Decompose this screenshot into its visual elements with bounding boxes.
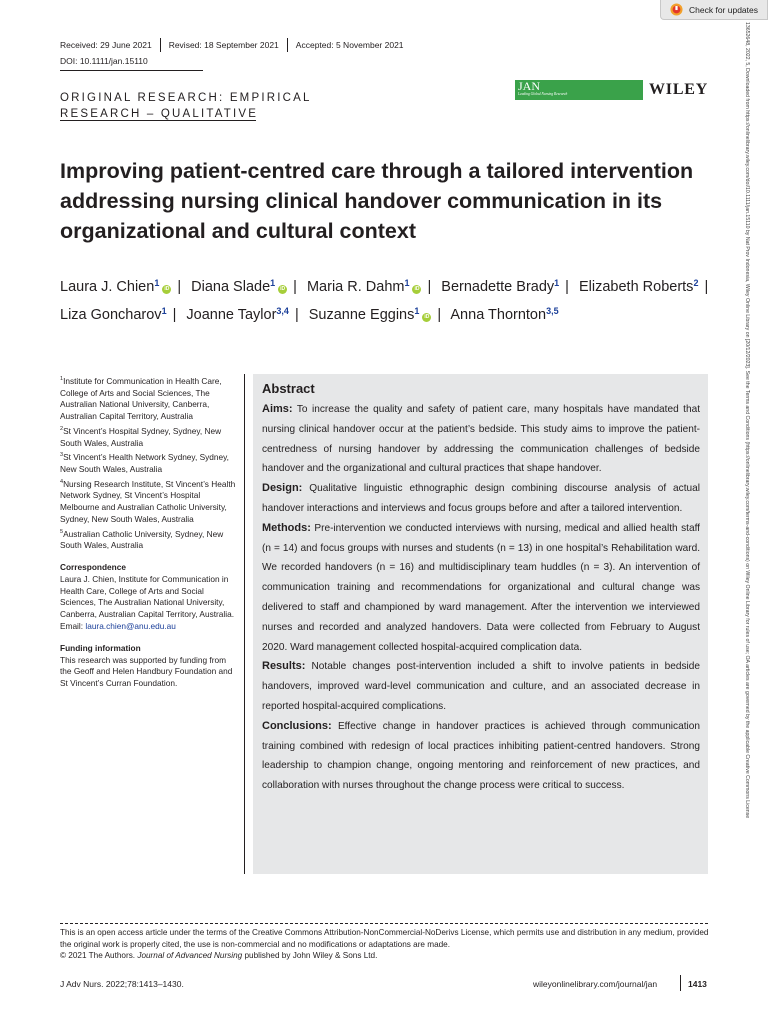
column-divider [244, 374, 245, 874]
abstract-section [262, 400, 700, 479]
revised-date: Revised: 18 September 2021 [168, 40, 279, 50]
jan-logo-subtitle: Leading Global Nursing Research [518, 92, 568, 96]
history-rule [60, 70, 203, 71]
affiliation-number: 5 [60, 528, 64, 535]
affiliation-text: St Vincent’s Health Network Sydney, Sydney, New South Wales, Australia [60, 452, 229, 474]
page-number: 1413 [688, 979, 707, 989]
author-name: Suzanne Eggins [308, 306, 415, 323]
jan-logo [515, 80, 643, 100]
author-separator: | [172, 306, 177, 323]
affiliation-number: 4 [60, 478, 64, 485]
section-label-line2: RESEARCH – QUALITATIVE [60, 108, 259, 120]
check-for-updates-button[interactable] [660, 0, 768, 20]
author-separator: | [294, 306, 299, 323]
author-affiliation-marker[interactable]: 1 [404, 278, 410, 288]
author[interactable] [441, 279, 559, 295]
affiliation-number: 1 [60, 376, 64, 382]
history-divider [160, 38, 161, 52]
history-divider [287, 38, 288, 52]
author-name: Laura J. Chien [60, 279, 155, 295]
correspondence-text: Laura J. Chien, Institute for Communication in Health Care, College of Arts and Social Sciences, The Australian National University, Canberra, Australian Capital Territory, Australia. [60, 573, 235, 620]
affiliation [60, 527, 236, 552]
affiliation [60, 477, 236, 526]
abstract-section-text: To increase the quality and safety of patient care, many hospitals have mandated that nursing clinical handover occur at the patient’s bedside. This study aims to improve the patient-centredness of nursing handover by addressing the communication challenges of bedside handover and the organizational and cultural practices that shape handover. [262, 404, 700, 475]
license-text: This is an open access article under the terms of the Creative Commons Attribution-NonCommercial-NoDerivs License, which permits use and distribution in any medium, provided the original work is properly cited, the use is non-commercial and no modifications or adaptations are made. [60, 928, 709, 949]
affiliation-number: 2 [60, 425, 64, 432]
copyright-pre: © 2021 The Authors. [60, 951, 138, 961]
section-label-line1: ORIGINAL RESEARCH: EMPIRICAL [60, 92, 312, 104]
abstract-section-label: Aims: [262, 403, 293, 415]
author-separator: | [565, 279, 569, 295]
section-rule [60, 120, 256, 121]
affiliation-text: Nursing Research Institute, St Vincent’s Health Network Sydney, St Vincent’s Hospital Melbourne and Australian Catholic University, Sydney, New South Wales, Australia [60, 478, 236, 524]
abstract-body [262, 400, 700, 796]
abstract-section-label: Methods: [262, 521, 311, 534]
wiley-logo: WILEY [649, 81, 709, 98]
abstract-section-text: Qualitative linguistic ethnographic design combining discourse analysis of actual handover interactions and interviews and focus groups before and after a tailored intervention. [262, 483, 700, 514]
section-label [60, 90, 312, 122]
abstract-section-text: Notable changes post-intervention included a shift to involve patients in bedside handovers, improved ward-level communication and culture, and an associated decrease in reported hospital-acquired complications. [262, 661, 700, 712]
license-notice [60, 927, 710, 962]
author-affiliation-marker[interactable]: 1 [414, 305, 420, 316]
author-affiliation-marker[interactable]: 1 [154, 278, 160, 288]
abstract-heading: Abstract [262, 381, 315, 396]
journal-citation: J Adv Nurs. 2022;78:1413–1430. [60, 979, 184, 989]
affiliation-list [60, 374, 236, 552]
author-name: Anna Thornton [450, 306, 547, 323]
download-notice-strip: 13652648, 2022, 5, Downloaded from https://onlinelibrary.wiley.com/doi/10.1111/jan.15110 by Nat Prov Indonesia, Wiley Online Library on [20/12/2023]. See the Terms and Conditions (https://onlinelibrary.wiley.com/terms-and-conditions) on Wiley Online Library for rules of use; OA articles are governed by the applicable Creative Commons License [744, 22, 750, 819]
author-separator: | [293, 279, 297, 295]
email-link[interactable]: laura.chien@anu.edu.au [85, 620, 176, 631]
author-name: Elizabeth Roberts [578, 279, 694, 295]
author-name: Maria R. Dahm [306, 279, 405, 295]
author-name: Liza Goncharov [60, 306, 162, 323]
page-divider [680, 975, 681, 991]
abstract-section-text: Effective change in handover practices is achieved through communication training combined with redesign of local practices inhibiting patient-centred handovers. Strong leadership to champion change, ongoing mentoring and reinforcement of new practices, and collaboration with nurses throughout the change process were critical to success. [262, 720, 700, 792]
orcid-icon[interactable]: iD [424, 313, 430, 320]
affiliation [60, 424, 236, 449]
accepted-date: Accepted: 5 November 2021 [295, 40, 404, 50]
affiliation [60, 374, 236, 423]
funding-text: This research was supported by funding from the Geoff and Helen Handbury Foundation and St Vincent’s Curran Foundation. [60, 654, 233, 689]
author[interactable] [307, 279, 422, 295]
author-name: Bernadette Brady [441, 279, 555, 295]
abstract-section-text: Pre-intervention we conducted interviews with nursing, medical and allied health staff (n = 14) and focus groups with nurses and students (n = 13) in one hospital’s Rehabilitation ward. We recorded handovers (n = 16) and multidisciplinary team huddles (n = 3). An intervention of communication training and recommendations for organizational and cultural change was delivered to staff and championed by ward management. After the intervention we interviewed nurses and recorded and analyzed handovers. Data were collected from February to August 2020. Ward management collected hospital-acquired complication data. [262, 522, 700, 653]
author-separator: | [704, 279, 709, 295]
left-sidebar [60, 374, 236, 690]
affiliation-text: Australian Catholic University, Sydney, New South Wales, Australia [60, 528, 224, 551]
check-updates-label: Check for updates [689, 4, 758, 15]
abstract-section-label: Results: [262, 660, 306, 673]
abstract-section [262, 479, 700, 519]
doi[interactable]: DOI: 10.1111/jan.15110 [60, 56, 148, 66]
author[interactable] [450, 307, 558, 323]
author-affiliation-marker[interactable]: 1 [554, 278, 560, 288]
check-updates-icon [670, 3, 683, 16]
journal-name: Journal of Advanced Nursing [137, 951, 243, 961]
author-affiliation-marker[interactable]: 1 [270, 278, 276, 288]
affiliation-text: St Vincent’s Hospital Sydney, Sydney, New South Wales, Australia [60, 425, 222, 448]
author-affiliation-marker[interactable]: 3,5 [546, 305, 559, 316]
abstract-section [262, 657, 700, 716]
affiliation-number: 3 [60, 452, 64, 459]
author[interactable] [186, 307, 289, 323]
jan-logo-text: JAN [518, 79, 541, 93]
author-separator: | [427, 279, 432, 295]
abstract-section-label: Design: [262, 482, 303, 495]
author-separator: | [177, 279, 182, 295]
author[interactable] [60, 279, 171, 295]
email-label: Email: [60, 620, 86, 631]
author-separator: | [437, 306, 442, 323]
author-affiliation-marker[interactable]: 1 [161, 305, 167, 316]
affiliation-text: Institute for Communication in Health Care, College of Arts and Social Sciences, The Australian National University, Canberra, Australian Capital Territory, Australia [60, 375, 222, 422]
funding-heading: Funding information [60, 642, 141, 653]
journal-url-link[interactable]: wileyonlinelibrary.com/journal/jan [533, 979, 658, 989]
author[interactable] [579, 279, 698, 295]
abstract-section-label: Conclusions: [262, 719, 332, 732]
author-list [60, 272, 730, 327]
correspondence-heading: Correspondence [60, 561, 126, 572]
article-title: Improving patient-centred care through a tailored intervention addressing nursing clinical handover communication in its organizational and cultural context [60, 159, 694, 243]
author-name: Diana Slade [191, 279, 271, 295]
orcid-icon[interactable]: iD [280, 286, 286, 292]
author[interactable] [191, 279, 287, 295]
author[interactable] [309, 307, 432, 323]
copyright-post: published by John Wiley & Sons Ltd. [242, 951, 378, 961]
copyright-line [60, 950, 710, 962]
abstract-section [262, 717, 700, 796]
correspondence-email [60, 621, 236, 633]
footer-rule [60, 923, 708, 924]
orcid-icon[interactable]: iD [414, 286, 420, 292]
abstract-section [262, 519, 700, 658]
author-name: Joanne Taylor [186, 306, 277, 323]
received-date: Received: 29 June 2021 [60, 40, 152, 50]
article-history [60, 38, 404, 52]
affiliation [60, 450, 236, 475]
orcid-icon[interactable]: iD [164, 286, 170, 292]
author-affiliation-marker[interactable]: 3,4 [276, 305, 289, 316]
author[interactable] [60, 307, 167, 323]
author-affiliation-marker[interactable]: 2 [693, 278, 699, 288]
